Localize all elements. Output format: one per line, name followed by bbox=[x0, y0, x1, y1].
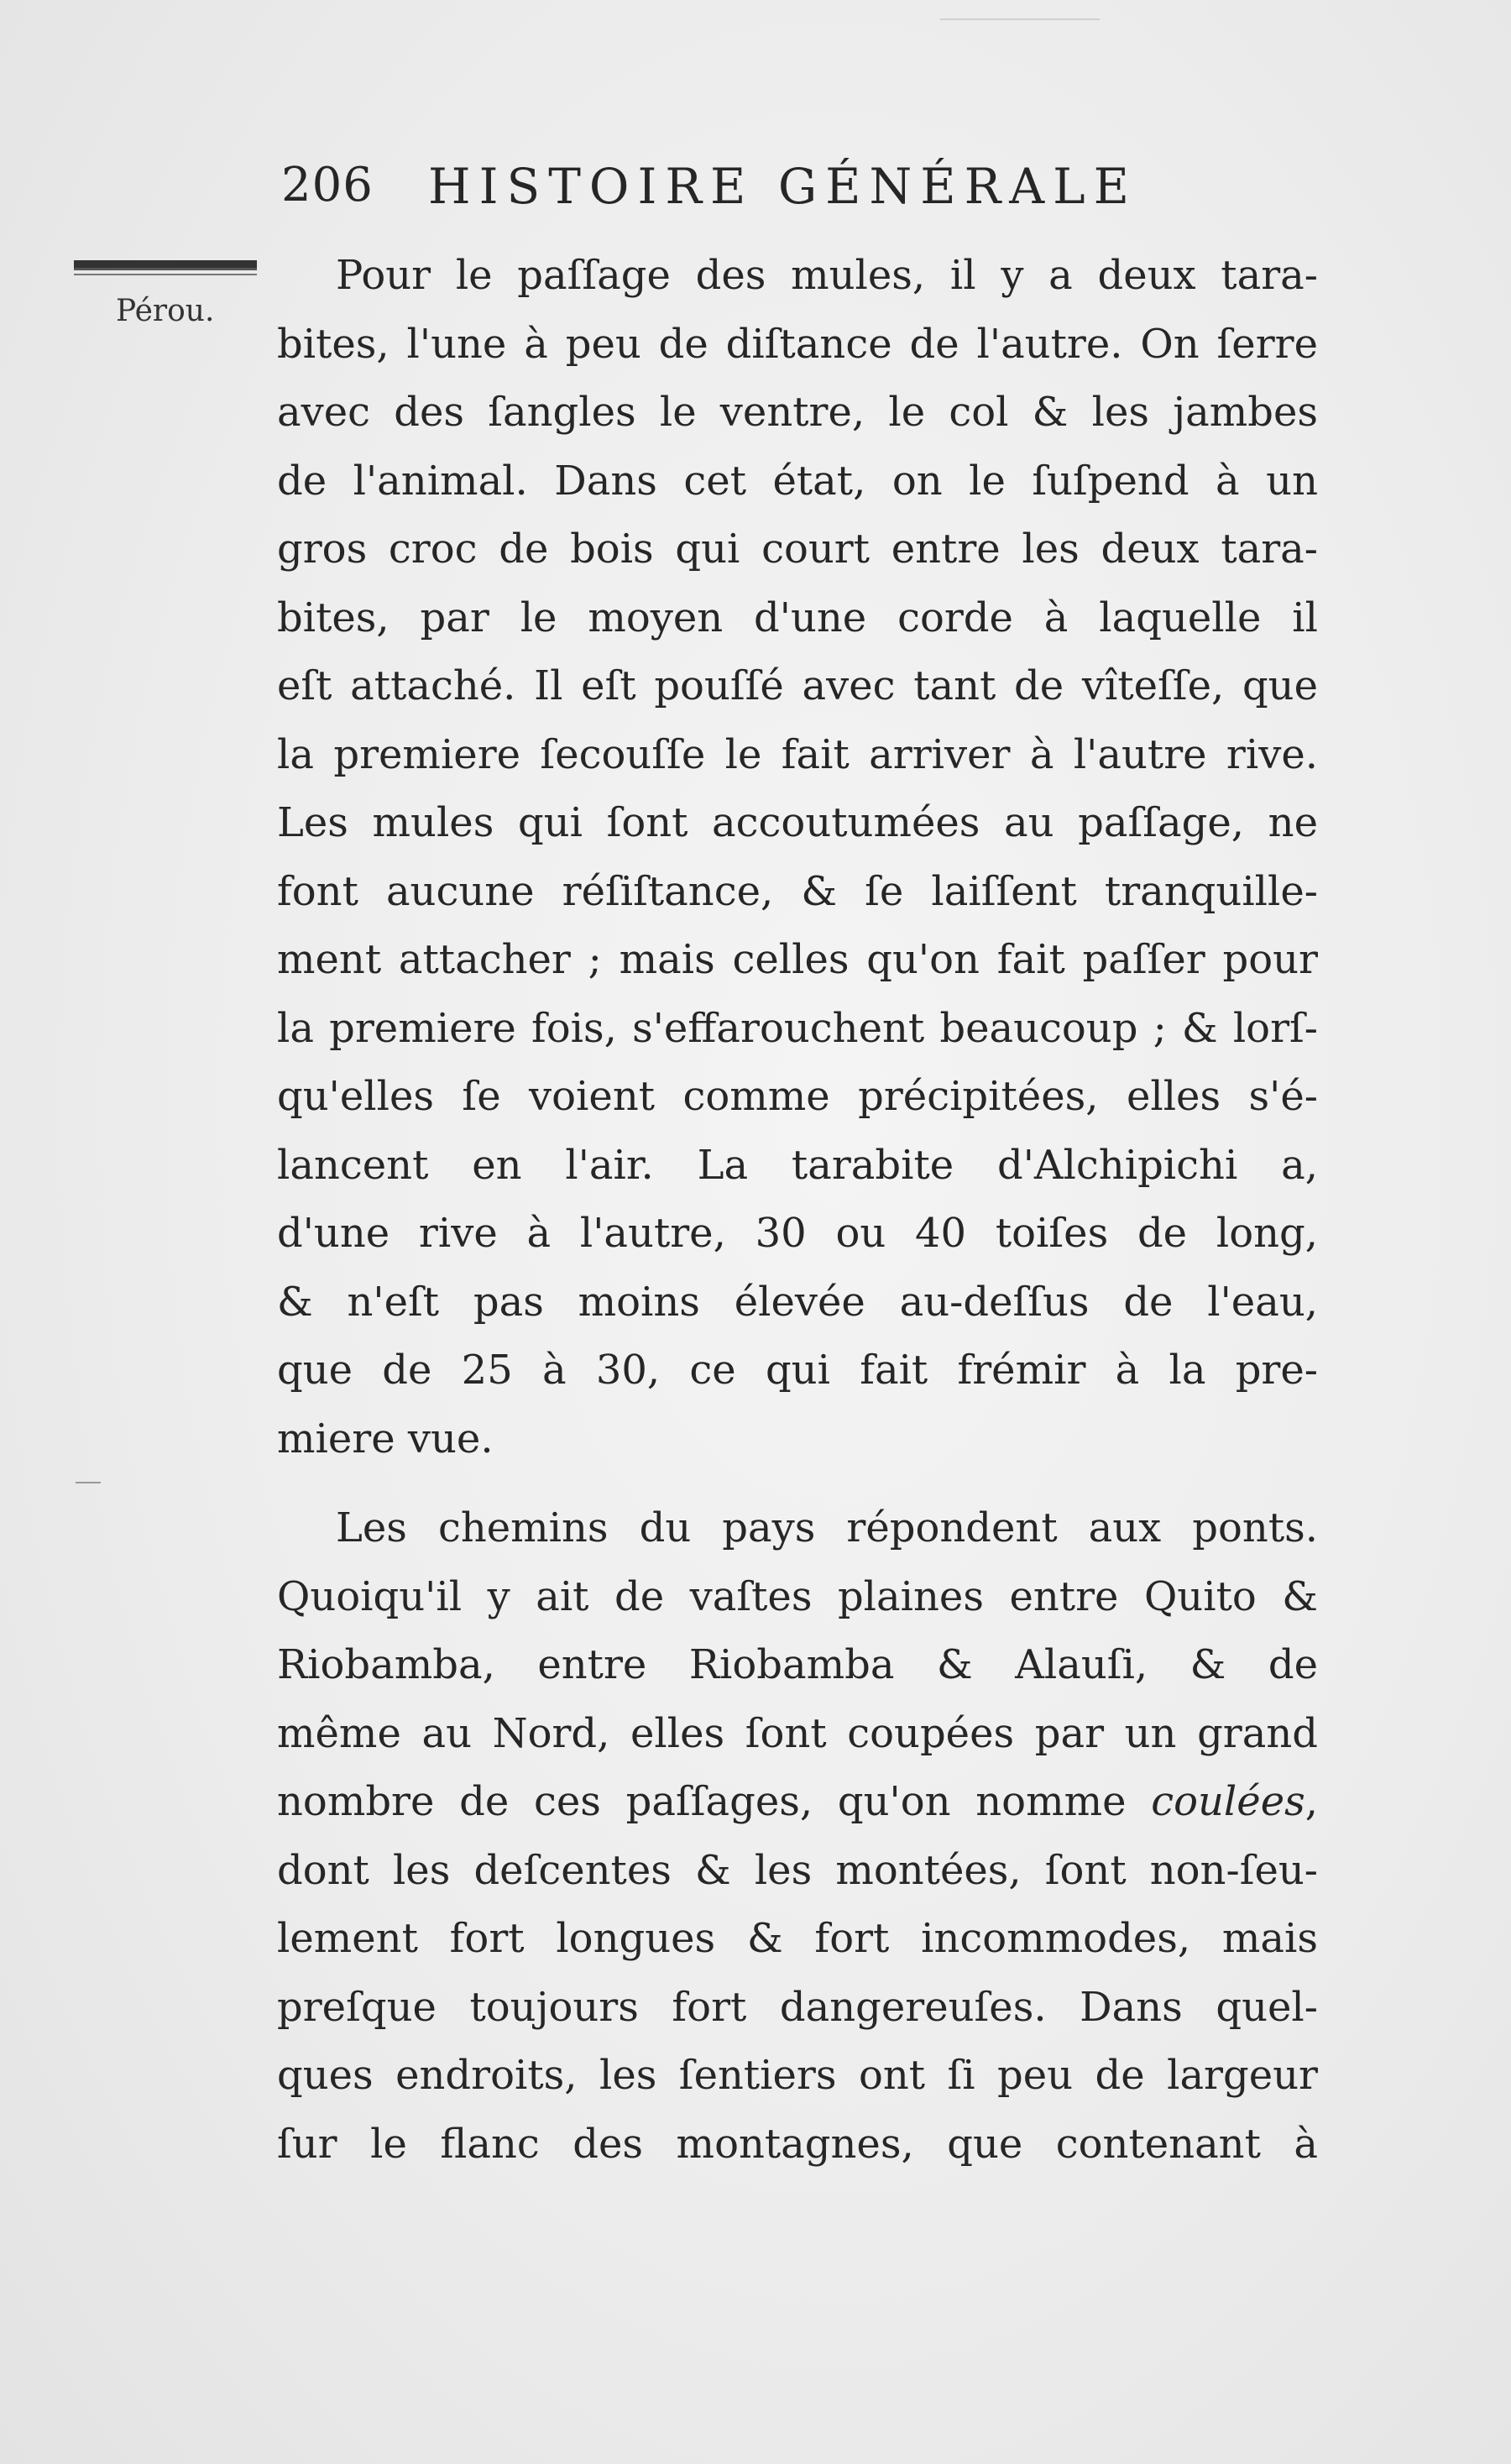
italic-term: coulées bbox=[1151, 1778, 1305, 1825]
text-segment: , bbox=[1304, 1778, 1318, 1825]
text-line: la premiere ſecouſſe le fait arriver à l'autre rive. bbox=[277, 730, 1318, 778]
text-line: Les mules qui ſont accoutumées au paſſage, ne bbox=[277, 799, 1318, 846]
margin-rule bbox=[74, 260, 257, 270]
text-line: avec des ſangles le ventre, le col & les jambes bbox=[277, 389, 1318, 436]
paragraph-1 bbox=[277, 242, 1318, 1473]
text-line: ques endroits, les ſentiers ont ſi peu de largeur bbox=[277, 2052, 1318, 2099]
text-line: gros croc de bois qui court entre les deux tara- bbox=[277, 526, 1318, 573]
text-line-with-italic bbox=[277, 1768, 1318, 1837]
text-line: bites, par le moyen d'une corde à laquelle il bbox=[277, 594, 1318, 641]
text-line: Riobamba, entre Riobamba & Alauſi, & de bbox=[277, 1641, 1318, 1688]
text-line: bites, l'une à peu de diſtance de l'autre. On ſerre bbox=[277, 320, 1318, 368]
text-line: miere vue. bbox=[277, 1415, 494, 1462]
text-line: ſur le flanc des montagnes, que contenant à bbox=[277, 2120, 1318, 2168]
margin-note: Pérou. bbox=[116, 294, 215, 328]
text-line: Quoiqu'il y ait de vaſtes plaines entre Quito & bbox=[277, 1572, 1318, 1620]
text-line: que de 25 à 30, ce qui fait frémir à la pre- bbox=[277, 1347, 1318, 1394]
text-line: d'une rive à l'autre, 30 ou 40 toiſes de long, bbox=[277, 1210, 1318, 1257]
page-header bbox=[281, 158, 1322, 217]
text-line: eſt attaché. Il eſt pouſſé avec tant de vîteſſe, que bbox=[277, 662, 1318, 709]
page-number: 206 bbox=[281, 158, 374, 212]
bleed-through-mark bbox=[940, 0, 1100, 20]
paragraph-2 bbox=[277, 1494, 1318, 2179]
text-line: & n'eſt pas moins élevée au-deſſus de l'eau, bbox=[277, 1278, 1318, 1326]
text-line: même au Nord, elles ſont coupées par un grand bbox=[277, 1709, 1318, 1757]
text-line: lement fort longues & fort incommodes, mais bbox=[277, 1915, 1318, 1962]
text-line: preſque toujours fort dangereuſes. Dans quel- bbox=[277, 1983, 1318, 2031]
text-line: qu'elles ſe voient comme précipitées, elles s'é- bbox=[277, 1073, 1318, 1120]
text-line: dont les deſcentes & les montées, ſont non-ſeu- bbox=[277, 1846, 1318, 1894]
text-line: de l'animal. Dans cet état, on le ſuſpend à un bbox=[277, 457, 1318, 505]
text-segment: nombre de ces paſſages, qu'on nomme bbox=[277, 1778, 1152, 1825]
body-text bbox=[277, 242, 1318, 2179]
text-line: ment attacher ; mais celles qu'on fait paſſer pour bbox=[277, 936, 1318, 983]
text-line: font aucune réſiſtance, & ſe laiſſent tranquille- bbox=[277, 867, 1318, 915]
text-line: Les chemins du pays répondent aux ponts. bbox=[336, 1504, 1318, 1551]
text-line: la premiere fois, s'effarouchent beaucoup ; & lorſ- bbox=[277, 1004, 1318, 1052]
margin-dash bbox=[76, 1482, 101, 1483]
running-title: HISTOIRE GÉNÉRALE bbox=[428, 158, 1137, 215]
text-line: lancent en l'air. La tarabite d'Alchipichi a, bbox=[277, 1141, 1318, 1189]
text-line: Pour le paſſage des mules, il y a deux tara- bbox=[336, 252, 1318, 299]
